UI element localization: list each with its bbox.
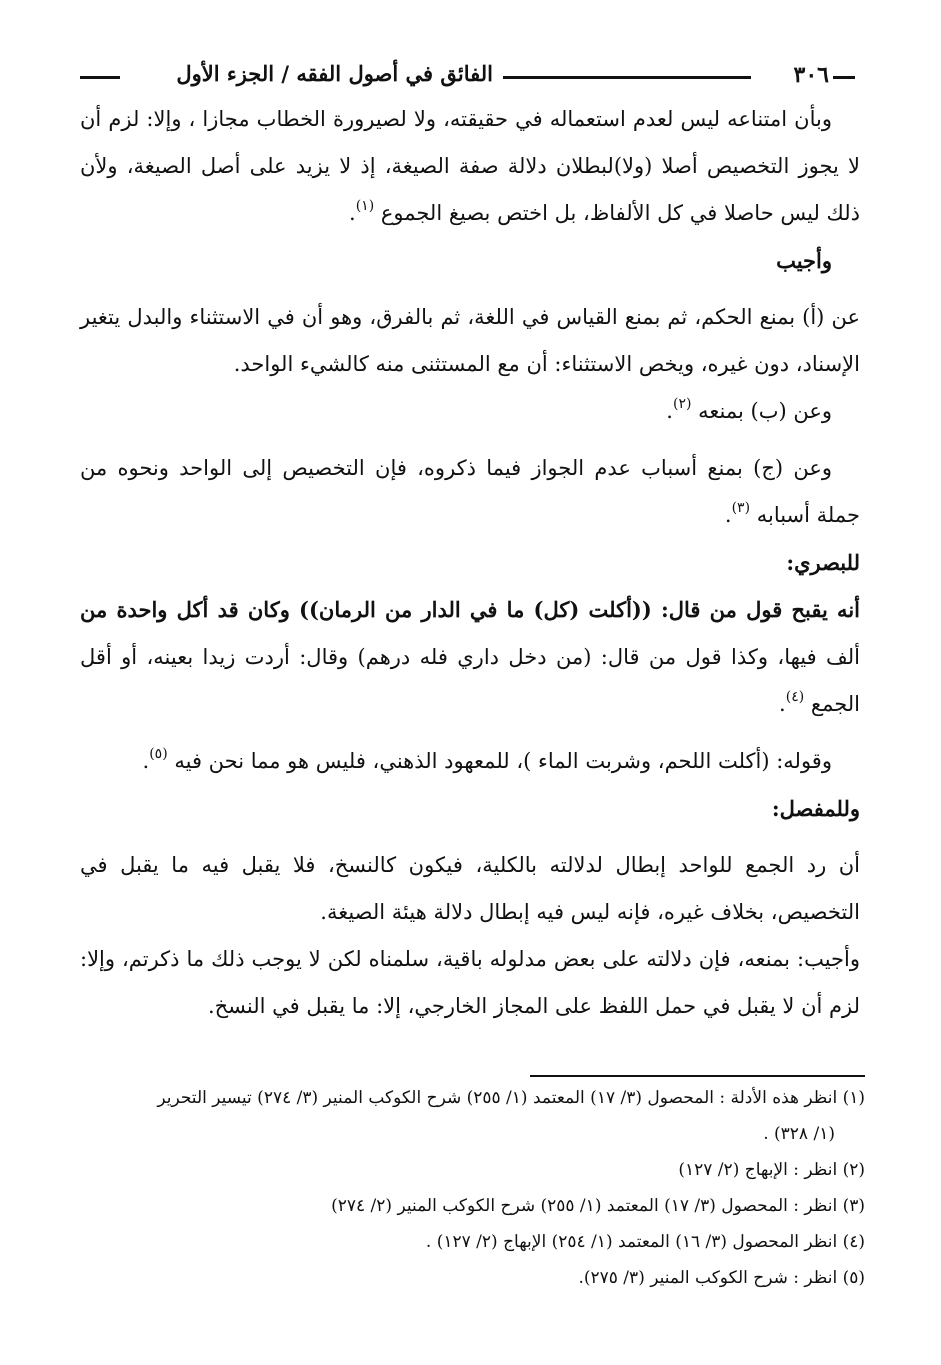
paragraph: وعن (ج) بمنع أسباب عدم الجواز فيما ذكروه، فإن التخصيص إلى الواحد ونحوه من جملة أسبابه $^{(٣)}$. [80,456,860,527]
paragraph [80,842,860,936]
footnote: (١) انظر هذه الأدلة : المحصول (٣/ ١٧) المعتمد (١/ ٢٥٥) شرح الكوكب المنير (٣/ ٢٧٤) تيسير التحرير [157,1088,865,1108]
paragraph: وقوله: (أكلت اللحم، وشربت الماء )، للمعهود الذهني، فليس هو مما نحن فيه $^{(٥)}$. [142,746,832,773]
footnote: (٢) انظر : الإبهاج (٢/ ١٢٧) [678,1160,865,1180]
section-heading: وأجيب [776,248,832,273]
text-line: أن رد الجمع للواحد إبطال لدلالته بالكلية، فيكون كالنسخ، فلا يقبل فيه ما يقبل في [80,853,860,877]
text-line: الصيغة، ولأن ذلك ليس حاصلا في كل الألفاظ، بل اختص بصيغ الجموع [80,154,860,225]
paragraph: أنه يقبح قول من قال: ((أكلت (كل) ما في الدار من الرمان)) وكان قد أكل واحدة من ألف فيها، وكذا قول من قال: (من دخل داري فله درهم) وقال: أردت زيدا بعينه، أو أقل الجمع $^{(٤)}$. [80,597,860,716]
footnote-ref: (١) [355,198,375,214]
text-line: أنه يقبح قول من قال: ((أكلت (كل) ما في الدار من الرمان)) وكان قد أكل واحدة من [80,597,860,622]
running-title: الفائق في أصول الفقه / الجزء الأول [176,61,493,86]
page-header [80,58,855,94]
page-number: ٣٠٦ [793,62,829,88]
text-line: الجمع [810,692,860,716]
header-rule [80,76,120,79]
footnote-ref: (٣) [731,500,751,516]
paragraph [80,294,860,388]
text-line: وأجيب: بمنعه، فإن دلالته على بعض مدلوله باقية، سلمناه لكن لا يوجب ذلك ما [186,947,860,971]
footnote-ref: (٥) [149,746,168,762]
header-rule [503,76,751,79]
footnote-ref: (٤) [785,689,805,705]
text-line: وقوله: (أكلت اللحم، وشربت الماء )، للمعهود الذهني، فليس هو مما نحن فيه [174,749,832,773]
main-text [80,96,860,1030]
paragraph: وعن (ب) بمنعه $^{(٢)}$. [666,396,832,423]
footnote-ref: (٢) [672,396,692,412]
footnote: (٤) انظر المحصول (٣/ ١٦) المعتمد (١/ ٢٥٤) الإبهاج (٢/ ١٢٧) . [425,1232,865,1252]
text-line: التخصيص، بخلاف غيره، فإنه ليس فيه إبطال دلالة هيئة الصيغة. [320,900,860,924]
text-line: ألف فيها، وكذا قول من قال: (من دخل داري فله درهم) وقال: أردت زيدا بعينه، أو أقل [80,645,860,669]
text-line: أن لا يجوز التخصيص أصلا (ولا)لبطلان دلالة صفة الصيغة، إذ لا يزيد على أصل [80,107,860,178]
text-line: جملة أسبابه [756,503,860,527]
paragraph: وبأن امتناعه ليس لعدم استعماله في حقيقته، ولا لصيرورة الخطاب مجازا ، وإلا: لزم أن لا يجوز التخصيص أصلا (ولا)لبطلان دلالة صفة الصيغة، إذ لا يزيد على أصل الصيغة، ولأن ذلك ليس حاصلا في كل الألفاظ، بل اختص بصيغ الجموع $^{(١)}$. [80,107,860,225]
section-heading: للبصري: [786,550,860,575]
footnote-separator [530,1075,865,1077]
text-line: وبأن امتناعه ليس لعدم استعماله في حقيقته، ولا لصيرورة الخطاب مجازا ، وإلا: لزم [108,107,832,131]
footnote: (٣) انظر : المحصول (٣/ ١٧) المعتمد (١/ ٢٥٥) شرح الكوكب المنير (٢/ ٢٧٤) [331,1196,865,1216]
header-rule [833,76,855,79]
text-line: عن (أ) بمنع الحكم، ثم بمنع القياس في اللغة، ثم بالفرق، وهو أن في الاستثناء والبدل [127,305,860,329]
text-line: وعن (ج) بمنع أسباب عدم الجواز فيما ذكروه، فإن التخصيص إلى الواحد ونحوه من [80,456,832,480]
footnote-continuation: (١/ ٣٢٨) . [763,1124,835,1144]
text-line: وعن (ب) بمنعه [698,399,832,423]
text-line: ذكرتم، وإلا: لزم أن لا يقبل في حمل اللفظ على المجاز الخارجي، إلا: ما يقبل في النسخ. [80,947,860,1018]
paragraph [80,936,860,1030]
footnote: (٥) انظر : شرح الكوكب المنير (٣/ ٢٧٥). [578,1268,865,1288]
section-heading: وللمفصل: [771,796,860,821]
footnotes [90,1080,865,1296]
text-line: يتغير الإسناد، دون غيره، ويخص الاستثناء: أن مع المستثنى منه كالشيء الواحد. [80,305,860,376]
